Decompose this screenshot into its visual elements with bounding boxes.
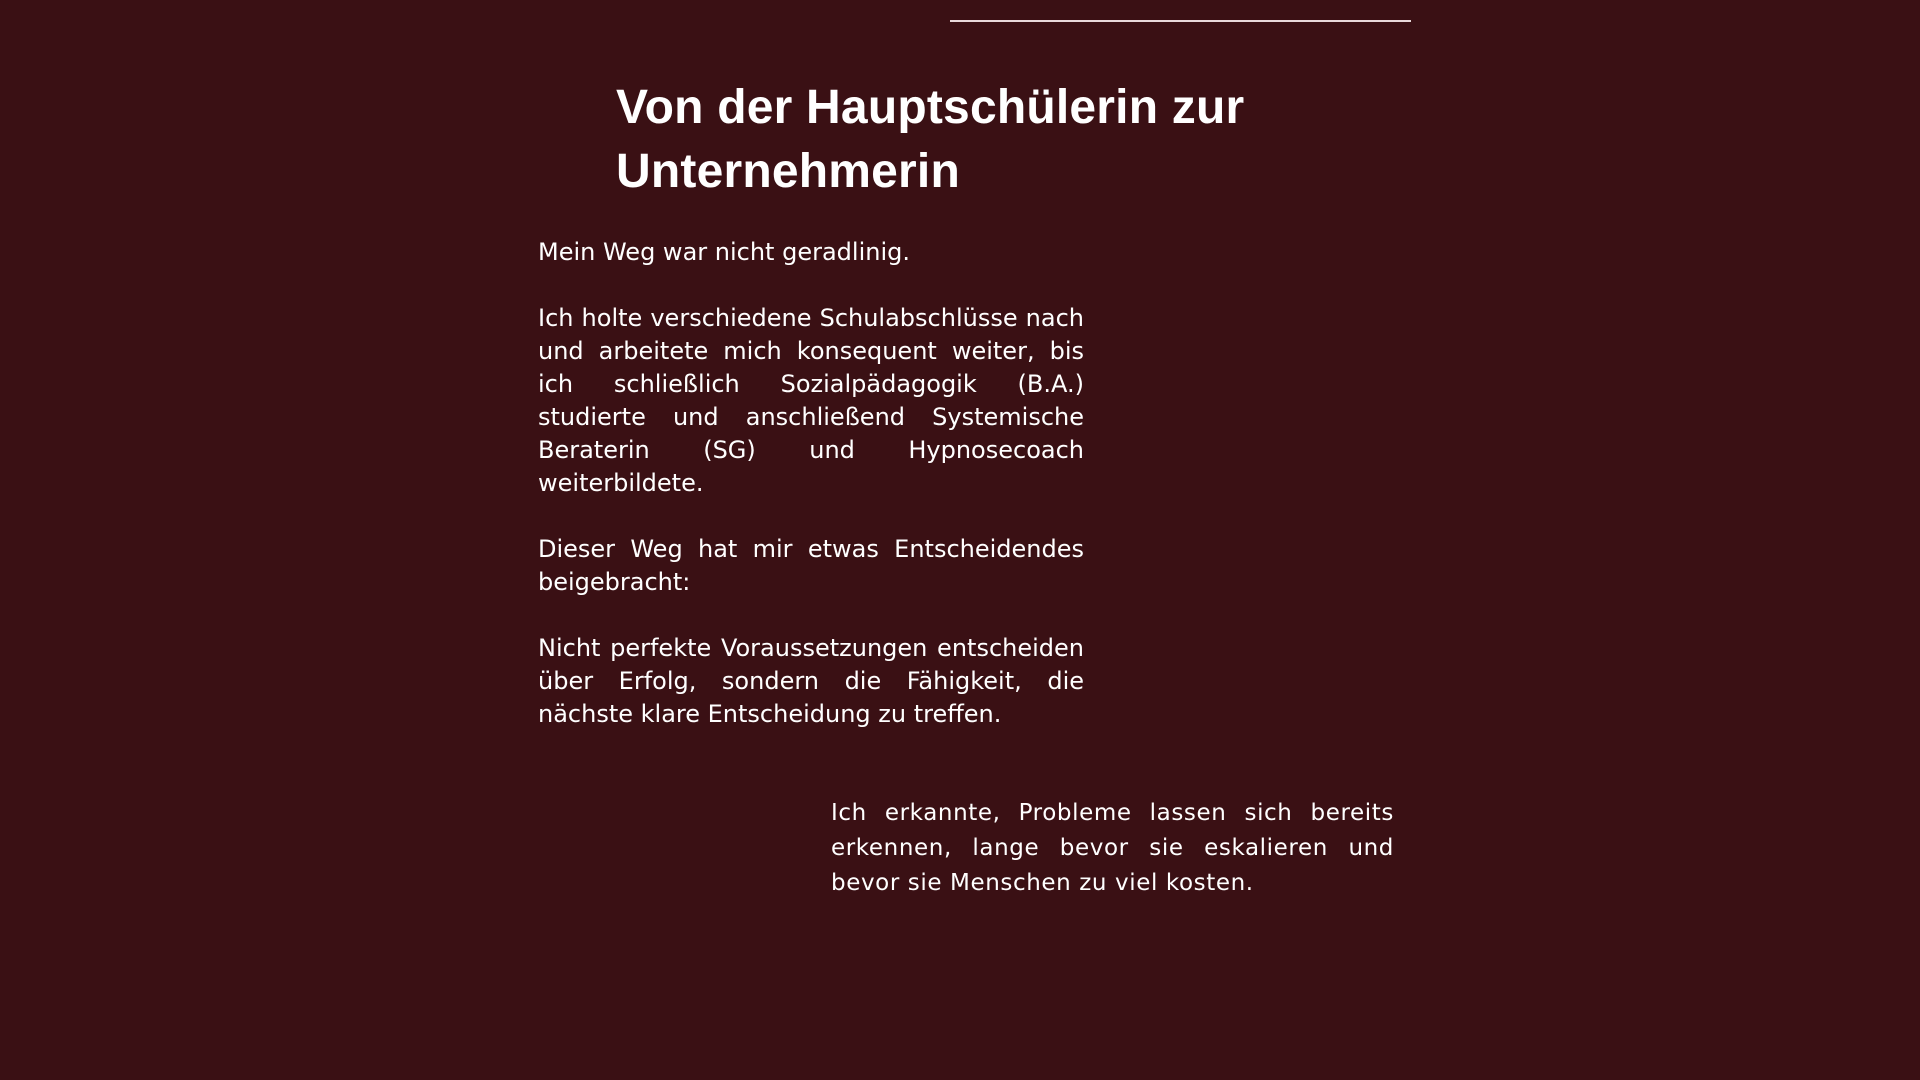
education-paragraph: Ich holte verschiedene Schulabschlüsse nach und arbeitete mich konsequent weiter, bis ich schließlich Sozialpädagogik (B.A.) studierte und anschließend Systemische Beraterin (SG) und Hypnosecoach weiterbildete. (538, 304, 1084, 497)
closing-paragraph: Ich erkannte, Probleme lassen sich bereits erkennen, lange bevor sie eskalieren und bevor sie Menschen zu viel kosten. (831, 800, 1394, 896)
page-title (616, 76, 1376, 204)
intro-paragraph: Mein Weg war nicht geradlinig. (538, 238, 910, 266)
lesson-intro-paragraph: Dieser Weg hat mir etwas Entscheidendes beigebracht: (538, 535, 1084, 596)
decorative-top-rule (950, 20, 1411, 22)
story-text-block (538, 236, 1084, 731)
page-title-line-2: Unternehmerin (616, 145, 960, 198)
lesson-paragraph: Nicht perfekte Voraussetzungen entscheiden über Erfolg, sondern die Fähigkeit, die nächste klare Entscheidung zu treffen. (538, 634, 1084, 728)
page-title-line-1: Von der Hauptschülerin zur (616, 81, 1245, 134)
